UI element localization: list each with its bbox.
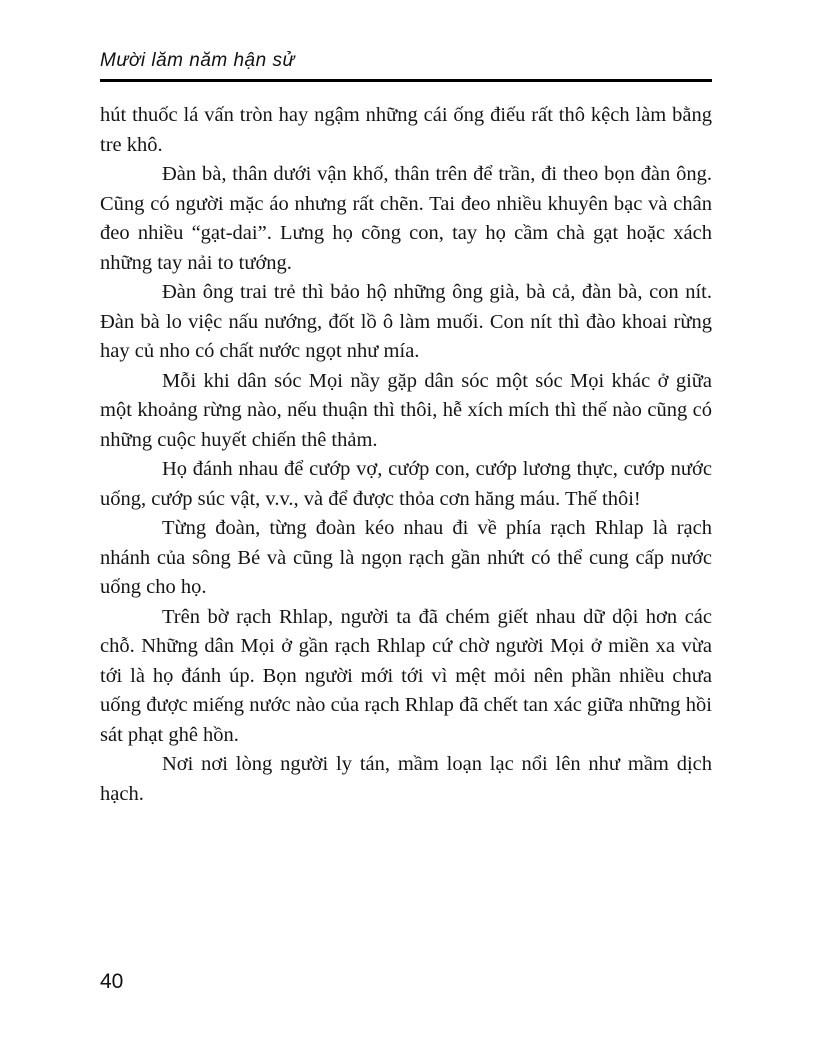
paragraph: Mỗi khi dân sóc Mọi nầy gặp dân sóc một sóc Mọi khác ở giữa một khoảng rừng nào, nếu thuận thì thôi, hễ xích mích thì thế nào cũng có những cuộc huyết chiến thê thảm. [100,369,712,451]
paragraph: Đàn bà, thân dưới vận khố, thân trên để trần, đi theo bọn đàn ông. Cũng có người mặc áo nhưng rất chẽn. Tai đeo nhiều khuyên bạc và chân đeo nhiều “gạt-dai”. Lưng họ cõng con, tay họ cầm chà gạt hoặc xách những tay nải to tướng. [100,163,712,274]
paragraph: Nơi nơi lòng người ly tán, mầm loạn lạc nổi lên như mầm dịch hạch. [100,753,712,805]
paragraph: hút thuốc lá vấn tròn hay ngậm những cái ống điếu rất thô kệch làm bằng tre khô. [100,104,712,156]
page-number: 40 [100,970,124,993]
paragraph: Họ đánh nhau để cướp vợ, cướp con, cướp lương thực, cướp nước uống, cướp súc vật, v.v., và để được thỏa cơn hăng máu. Thế thôi! [100,458,712,510]
paragraph: Đàn ông trai trẻ thì bảo hộ những ông già, bà cả, đàn bà, con nít. Đàn bà lo việc nấu nướng, đốt lồ ô làm muối. Con nít thì đào khoai rừng hay củ nho có chất nước ngọt như mía. [100,281,712,362]
paragraph: Từng đoàn, từng đoàn kéo nhau đi về phía rạch Rhlap là rạch nhánh của sông Bé và cũng là ngọn rạch gần nhứt có thể cung cấp nước uống cho họ. [100,517,712,598]
body-text [100,101,712,809]
paragraph: Trên bờ rạch Rhlap, người ta đã chém giết nhau dữ dội hơn các chỗ. Những dân Mọi ở gần rạch Rhlap cứ chờ người Mọi ở miền xa vừa tới là họ đánh úp. Bọn người mới tới vì mệt mỏi nên phần nhiều chưa uống được miếng nước nào của rạch Rhlap đã chết tan xác giữa những hồi sát phạt ghê hồn. [100,605,712,746]
running-header-title: Mười lăm năm hận sử [100,50,712,82]
